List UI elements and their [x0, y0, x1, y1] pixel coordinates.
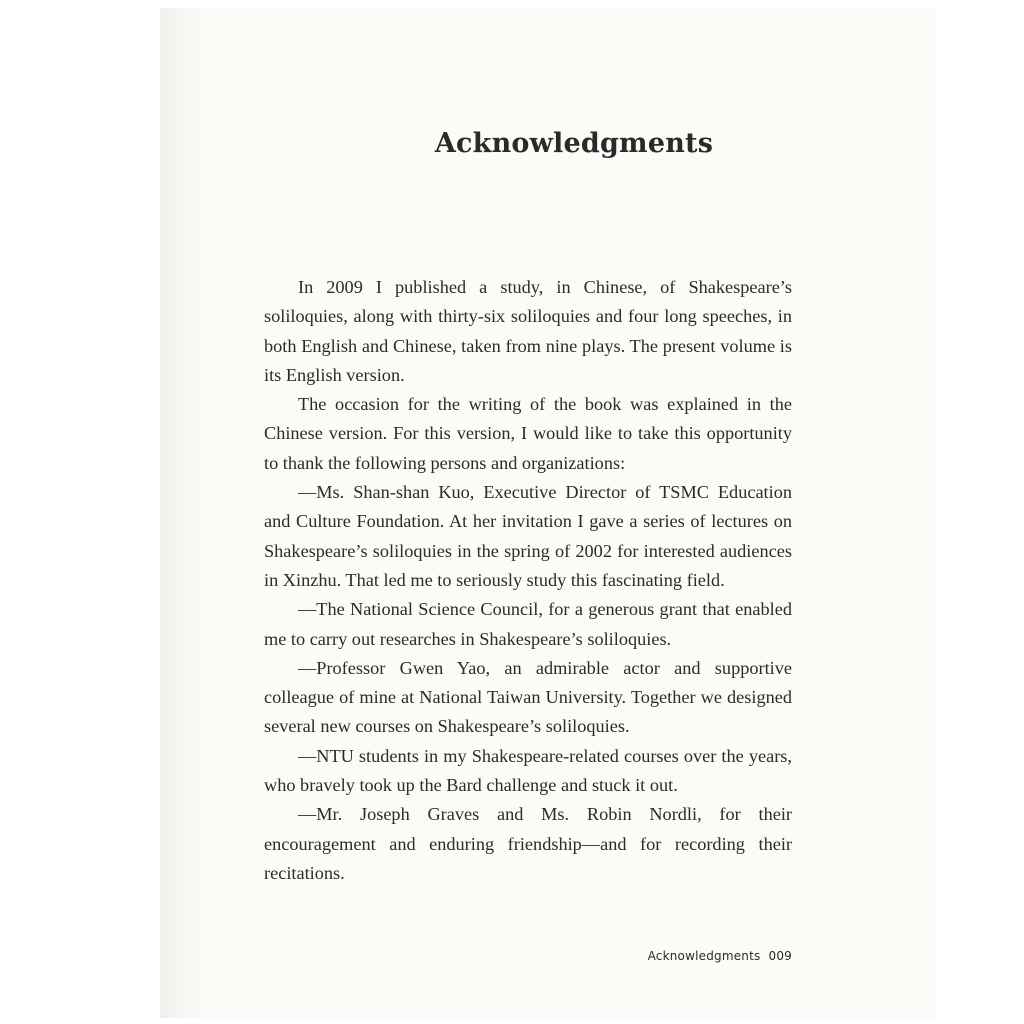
page-gutter-shadow: [160, 8, 206, 1018]
running-head: Acknowledgments: [647, 949, 761, 963]
paragraph-ntu-students: —NTU students in my Shakespeare-related courses over the years, who bravely took up the Bard challenge and stuck it out.: [264, 745, 792, 796]
paragraph-kuo: —Ms. Shan-shan Kuo, Executive Director of TSMC Education and Culture Foundation. At her invitation I gave a series of lectures on Shakespeare’s soliloquies in the spring of 2002 for interested audiences in Xinzhu. That led me to seriously study this fascinating field.: [264, 482, 792, 590]
paragraph-intro: In 2009 I published a study, in Chinese, of Shakespeare’s soliloquies, along with thirty-six soliloquies and four long speeches, in both English and Chinese, taken from nine plays. The present volume is its English version.: [264, 277, 792, 385]
paragraph-yao: —Professor Gwen Yao, an admirable actor and supportive colleague of mine at National Taiwan University. Together we designed several new courses on Shakespeare’s soliloquies.: [264, 657, 792, 737]
body-text: [264, 273, 792, 888]
book-page: [160, 8, 940, 1018]
paragraph-occasion: The occasion for the writing of the book was explained in the Chinese version. For this version, I would like to take this opportunity to thank the following persons and organizations:: [264, 394, 792, 473]
page-number: 009: [768, 949, 792, 963]
paragraph-graves-nordli: —Mr. Joseph Graves and Ms. Robin Nordli, for their encouragement and enduring friendship—and for recording their recitations.: [264, 804, 792, 883]
page-footer: [160, 949, 792, 963]
paragraph-nsc: —The National Science Council, for a generous grant that enabled me to carry out researches in Shakespeare’s soliloquies.: [264, 599, 792, 649]
page-title: Acknowledgments: [434, 128, 714, 159]
page-right-edge: [934, 8, 940, 1018]
